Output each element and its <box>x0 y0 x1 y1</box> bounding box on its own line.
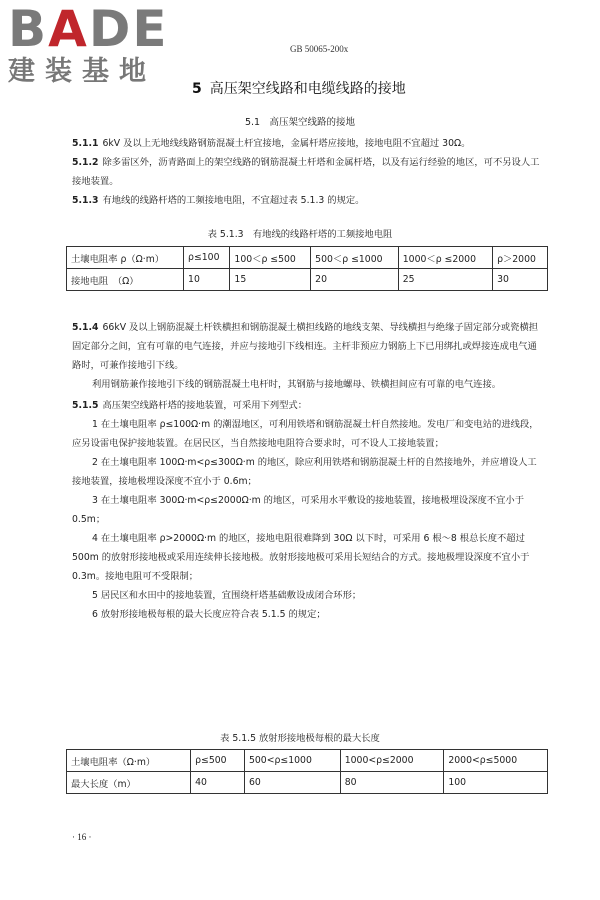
list-item: 1 在土壤电阻率 ρ≤100Ω·m 的潮湿地区，可利用铁塔和钢筋混凝土杆自然接地。发电厂和变电站的进线段，应另设雷电保护接地装置。在居民区，当自然接地电阻符合要求时，可不设人工接地装置； <box>72 419 539 449</box>
table-cell: ρ≤500 <box>191 750 245 772</box>
clauses-block-2 <box>72 318 544 624</box>
list-item: 5 居民区和水田中的接地装置，宜围绕杆塔基础敷设成闭合环形； <box>92 590 362 601</box>
table-cell: 60 <box>244 772 340 794</box>
clause-5-1-1: 5.1.1 6kV 及以上无地线线路钢筋混凝土杆宜接地，金属杆塔应接地，接地电阻不宜超过 30Ω。 <box>72 138 471 149</box>
table-cell: 80 <box>340 772 444 794</box>
table-cell: 1000＜ρ ≤2000 <box>398 247 492 269</box>
table-5-1-5-caption: 表 5.1.5 放射形接地极每根的最大长度 <box>220 733 380 744</box>
list-item: 2 在土壤电阻率 100Ω·m<ρ≤300Ω·m 的地区，除应利用铁塔和钢筋混凝土杆的自然接地外，并应增设人工接地装置，接地极埋设深度不宜小于 0.6m； <box>72 457 537 487</box>
table-5-1-3-caption: 表 5.1.3 有地线的线路杆塔的工频接地电阻 <box>207 229 393 240</box>
table-cell: 100＜ρ ≤500 <box>230 247 311 269</box>
table-cell: 1000<ρ≤2000 <box>340 750 444 772</box>
table-cell: ρ≤100 <box>184 247 230 269</box>
table-cell: ρ＞2000 <box>493 247 548 269</box>
table-cell: 最大长度（m） <box>67 772 191 794</box>
chapter-title: 高压架空线路和电缆线路的接地 <box>209 81 406 97</box>
table-5-1-3 <box>66 246 548 291</box>
clause-5-1-2: 5.1.2 除多雷区外，沥青路面上的架空线路的钢筋混凝土杆塔和金属杆塔，以及有运行经验的地区，可不另设人工接地装置。 <box>72 157 540 187</box>
table-cell: 500＜ρ ≤1000 <box>311 247 399 269</box>
table-cell: 2000<ρ≤5000 <box>444 750 548 772</box>
standard-code: GB 50065-200x <box>290 44 349 54</box>
table-cell: 30 <box>493 269 548 291</box>
table-5-1-5 <box>66 749 548 794</box>
page-number: · 16 · <box>72 832 92 842</box>
table-cell: 500<ρ≤1000 <box>244 750 340 772</box>
table-cell: 10 <box>184 269 230 291</box>
table-cell: 20 <box>311 269 399 291</box>
list-item: 3 在土壤电阻率 300Ω·m<ρ≤2000Ω·m 的地区，可采用水平敷设的接地装置，接地极埋设深度不宜小于 0.5m； <box>72 495 524 525</box>
clause-5-1-5: 5.1.5 高压架空线路杆塔的接地装置，可采用下列型式： <box>72 400 308 411</box>
table-cell: 15 <box>230 269 311 291</box>
logo-wordmark: BADE <box>8 0 169 58</box>
table-cell: 接地电阻 （Ω） <box>67 269 184 291</box>
clauses-block-1 <box>72 134 544 210</box>
chapter-number: 5 <box>192 81 202 97</box>
chapter-heading <box>192 78 406 98</box>
table-row <box>67 247 548 269</box>
table-row <box>67 750 548 772</box>
clause-5-1-4: 5.1.4 66kV 及以上钢筋混凝土杆铁横担和钢筋混凝土横担线路的地线支架、导线横担与绝缘子固定部分或瓷横担固定部分之间，宜有可靠的电气连接，并应与接地引下线相连。主杆非预应力钢筋上下已用绑扎或焊接连成电气通路时，可兼作接地引下线。 <box>72 322 539 371</box>
table-cell: 40 <box>191 772 245 794</box>
section-heading: 5.1 高压架空线路的接地 <box>244 117 356 128</box>
table-row <box>67 269 548 291</box>
table-row <box>67 772 548 794</box>
list-item: 6 放射形接地极每根的最大长度应符合表 5.1.5 的规定； <box>92 609 326 620</box>
table-cell: 25 <box>398 269 492 291</box>
clause-5-1-3: 5.1.3 有地线的线路杆塔的工频接地电阻，不宜超过表 5.1.3 的规定。 <box>72 195 365 206</box>
table-cell: 土壤电阻率（Ω·m） <box>67 750 191 772</box>
bade-logo <box>8 0 188 88</box>
table-cell: 土壤电阻率 ρ（Ω·m） <box>67 247 184 269</box>
clause-5-1-4-para: 利用钢筋兼作接地引下线的钢筋混凝土电杆时，其钢筋与接地螺母、铁横担间应有可靠的电气连接。 <box>92 379 502 390</box>
list-item: 4 在土壤电阻率 ρ>2000Ω·m 的地区，接地电阻很难降到 30Ω 以下时，可采用 6 根～8 根总长度不超过 500m 的放射形接地极或采用连续伸长接地极。放射形接地极可采用长短结合的方式。接地极埋设深度不宜小于 0.3m。接地电阻可不受限制； <box>72 533 530 582</box>
table-cell: 100 <box>444 772 548 794</box>
logo-chinese: 建装基地 <box>8 56 156 87</box>
